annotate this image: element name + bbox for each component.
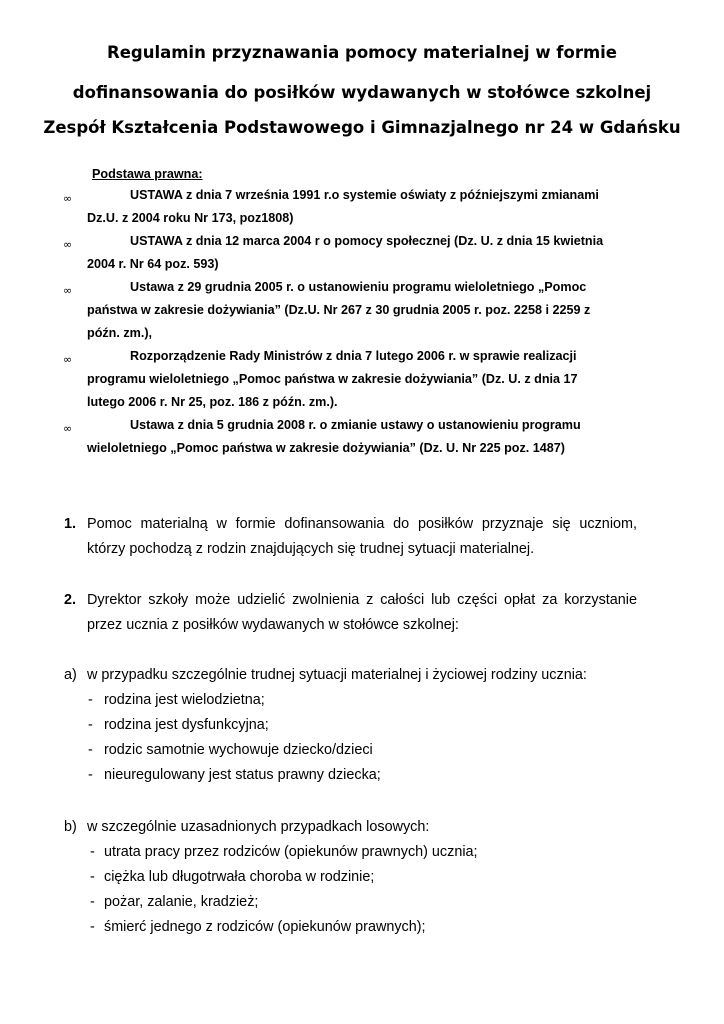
section-text-line: Dyrektor szkoły może udzielić zwolnienia z całości lub części opłat za korzystanie xyxy=(87,592,637,608)
legal-basis-heading: Podstawa prawna: xyxy=(92,167,203,181)
section-text-line: przez ucznia z posiłków wydawanych w stołówce szkolnej: xyxy=(87,617,459,633)
legal-basis-item-line: Ustawa z 29 grudnia 2005 r. o ustanowieniu programu wieloletniego „Pomoc xyxy=(130,280,587,294)
list-dash: - xyxy=(88,767,93,783)
list-item: nieuregulowany jest status prawny dziecka; xyxy=(104,767,381,783)
list-dash: - xyxy=(90,894,95,910)
infinity-bullet-icon: ∞ xyxy=(63,238,73,251)
legal-basis-item-line: późn. zm.), xyxy=(87,326,153,340)
sublist-label: a) xyxy=(64,667,77,683)
section-number: 2. xyxy=(64,592,77,608)
list-item: utrata pracy przez rodziców (opiekunów prawnych) ucznia; xyxy=(104,844,478,860)
list-item: śmierć jednego z rodziców (opiekunów prawnych); xyxy=(104,919,426,935)
section-text-line: Pomoc materialną w formie dofinansowania do posiłków przyznaje się uczniom, xyxy=(87,516,637,532)
legal-basis-item-line: Ustawa z dnia 5 grudnia 2008 r. o zmianie ustawy o ustanowieniu programu xyxy=(130,418,581,432)
sublist-intro: w przypadku szczególnie trudnej sytuacji materialnej i życiowej rodziny ucznia: xyxy=(87,667,587,683)
legal-basis-item-line: USTAWA z dnia 12 marca 2004 r o pomocy społecznej (Dz. U. z dnia 15 kwietnia xyxy=(130,234,604,248)
legal-basis-item-line: USTAWA z dnia 7 września 1991 r.o systemie oświaty z późniejszymi zmianami xyxy=(130,188,599,202)
list-item: pożar, zalanie, kradzież; xyxy=(104,894,259,910)
list-dash: - xyxy=(88,692,93,708)
legal-basis-item-line: Rozporządzenie Rady Ministrów z dnia 7 lutego 2006 r. w sprawie realizacji xyxy=(130,349,577,363)
document-title-line-1: Regulamin przyznawania pomocy materialnej w formie xyxy=(107,43,617,62)
sublist-intro: w szczególnie uzasadnionych przypadkach losowych: xyxy=(87,819,430,835)
list-dash: - xyxy=(90,844,95,860)
legal-basis-item-line: wieloletniego „Pomoc państwa w zakresie dożywiania” (Dz. U. Nr 225 poz. 1487) xyxy=(87,441,565,455)
list-dash: - xyxy=(90,869,95,885)
document-title-line-2: dofinansowania do posiłków wydawanych w stołówce szkolnej xyxy=(72,83,652,102)
legal-basis-item-line: państwa w zakresie dożywiania” (Dz.U. Nr 267 z 30 grudnia 2005 r. poz. 2258 i 2259 z xyxy=(87,303,591,317)
legal-basis-item-line: Dz.U. z 2004 roku Nr 173, poz1808) xyxy=(87,211,294,225)
section-number: 1. xyxy=(64,516,77,532)
document-title-line-3: Zespół Kształcenia Podstawowego i Gimnazjalnego nr 24 w Gdańsku xyxy=(43,118,681,137)
list-item: ciężka lub długotrwała choroba w rodzinie; xyxy=(104,869,375,885)
infinity-bullet-icon: ∞ xyxy=(63,284,73,297)
list-item: rodzic samotnie wychowuje dziecko/dzieci xyxy=(104,742,373,758)
sublist-label: b) xyxy=(64,819,77,835)
list-dash: - xyxy=(88,717,93,733)
list-item: rodzina jest wielodzietna; xyxy=(104,692,265,708)
list-dash: - xyxy=(88,742,93,758)
list-dash: - xyxy=(90,919,95,935)
section-text-line: którzy pochodzą z rodzin znajdujących się trudnej sytuacji materialnej. xyxy=(87,541,535,557)
infinity-bullet-icon: ∞ xyxy=(63,353,73,366)
infinity-bullet-icon: ∞ xyxy=(63,422,73,435)
infinity-bullet-icon: ∞ xyxy=(63,192,73,205)
list-item: rodzina jest dysfunkcyjna; xyxy=(104,717,269,733)
legal-basis-item-line: 2004 r. Nr 64 poz. 593) xyxy=(87,257,219,271)
legal-basis-item-line: lutego 2006 r. Nr 25, poz. 186 z późn. zm.). xyxy=(87,395,338,409)
legal-basis-item-line: programu wieloletniego „Pomoc państwa w zakresie dożywiania” (Dz. U. z dnia 17 xyxy=(87,372,578,386)
